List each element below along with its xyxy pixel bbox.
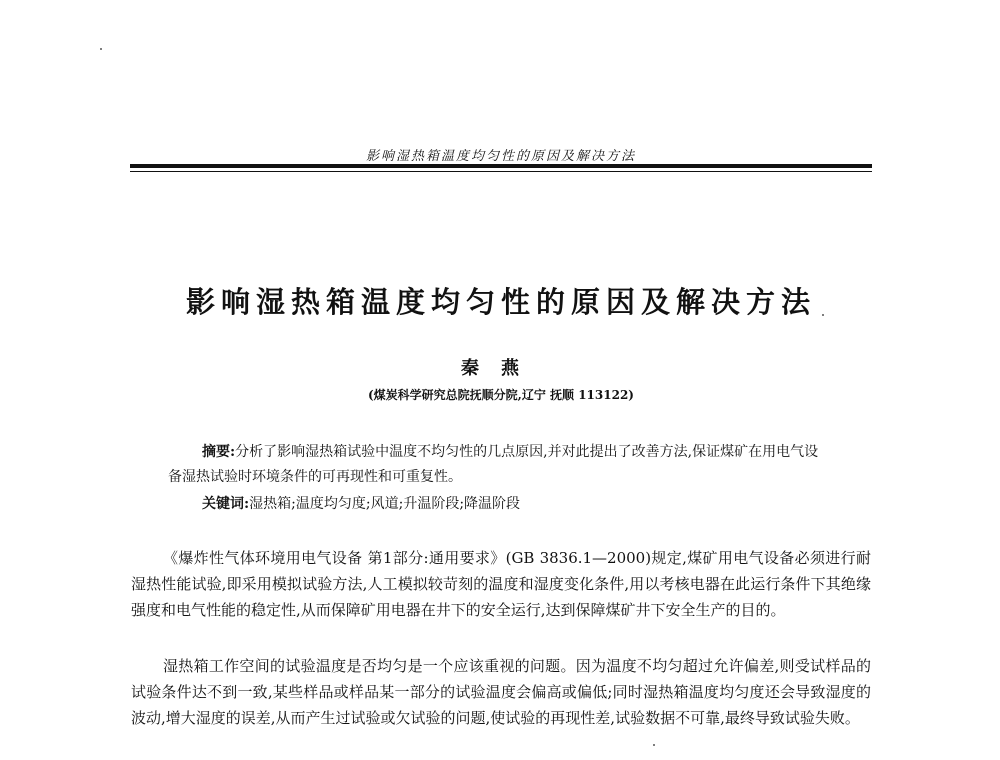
header-rule-thin (130, 171, 872, 172)
scan-speck (653, 744, 655, 746)
keywords (202, 494, 832, 514)
article-title: 影响湿热箱温度均匀性的原因及解决方法 (185, 285, 816, 319)
running-head: 影响湿热箱温度均匀性的原因及解决方法 (365, 149, 636, 164)
header-rule-thick (130, 164, 872, 168)
author-affiliation: (煤炭科学研究总院抚顺分院,辽宁 抚顺 113122) (368, 388, 634, 402)
abstract-text: 分析了影响湿热箱试验中温度不均匀性的几点原因,并对此提出了改善方法,保证煤矿在用电气设备湿热试验时环境条件的可再现性和可重复性。 (168, 444, 819, 485)
author-name: 秦燕 (461, 358, 541, 379)
keywords-text: 湿热箱;温度均匀度;风道;升温阶段;降温阶段 (249, 496, 521, 512)
scan-speck (100, 48, 102, 50)
abstract (168, 440, 828, 490)
abstract-label: 摘要: (202, 444, 236, 460)
body-paragraph-1: 《爆炸性气体环境用电气设备 第1部分:通用要求》(GB 3836.1—2000)规定,煤矿用电气设备必须进行耐湿热性能试验,即采用模拟试验方法,人工模拟较苛刻的温度和湿度变化条件,用以考核电器在此运行条件下其绝缘强度和电气性能的稳定性,从而保障矿用电器在井下的安全运行,达到保障煤矿井下安全生产的目的。 (131, 549, 871, 619)
keywords-label: 关键词: (202, 496, 250, 512)
scan-speck (822, 314, 824, 316)
body-paragraph-2: 湿热箱工作空间的试验温度是否均匀是一个应该重视的问题。因为温度不均匀超过允许偏差,则受试样品的试验条件达不到一致,某些样品或样品某一部分的试验温度会偏高或偏低;同时湿热箱温度均匀度还会导致湿度的波动,增大湿度的误差,从而产生过试验或欠试验的问题,使试验的再现性差,试验数据不可靠,最终导致试验失败。 (131, 657, 871, 727)
